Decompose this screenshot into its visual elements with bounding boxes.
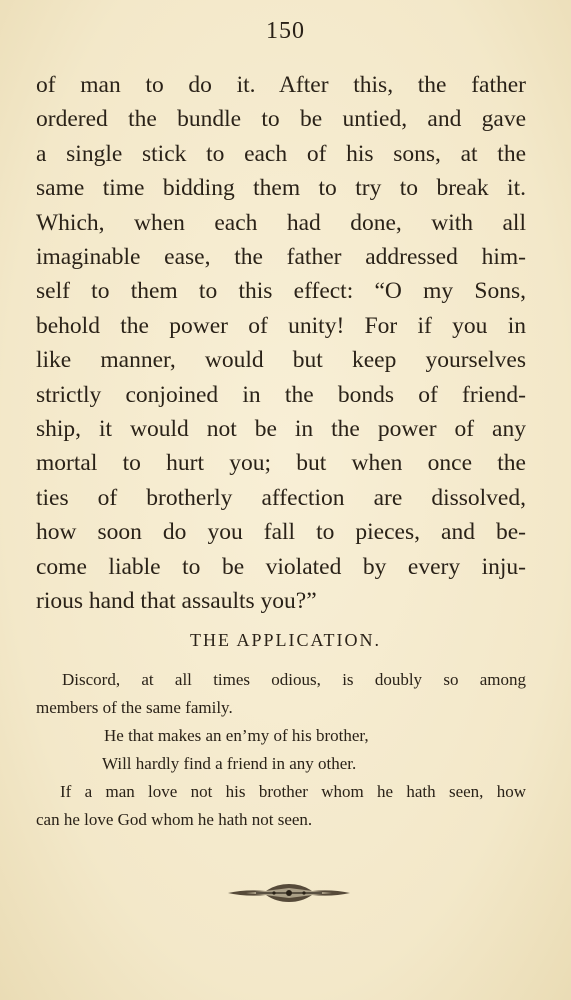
application-heading: THE APPLICATION. — [189, 630, 381, 650]
text-line: same time bidding them to try to break it. — [36, 175, 526, 202]
text-line: strictly conjoined in the bonds of friend- — [36, 381, 526, 408]
fable-body-text — [36, 68, 526, 619]
text-line: ordered the bundle to be untied, and gave — [36, 106, 526, 133]
text-line: like manner, would but keep yourselves — [36, 347, 526, 374]
text-line: come liable to be violated by every inju- — [36, 553, 526, 580]
application-line: members of the same family. — [36, 698, 233, 717]
text-line: how soon do you fall to pieces, and be- — [36, 519, 526, 546]
application-line: Discord, at all times odious, is doubly so among — [62, 670, 526, 689]
page-number: 150 — [266, 18, 305, 44]
text-line: rious hand that assaults you?” — [36, 588, 317, 615]
application-line: If a man love not his brother whom he hath seen, how — [60, 782, 526, 801]
text-line: imaginable ease, the father addressed him- — [36, 244, 526, 271]
text-line: ties of brotherly affection are dissolved, — [36, 484, 526, 511]
text-line: a single stick to each of his sons, at the — [36, 140, 526, 167]
text-line: behold the power of unity! For if you in — [36, 312, 526, 339]
decorative-tailpiece-icon — [226, 878, 352, 908]
couplet-line: He that makes an en’my of his brother, — [104, 726, 369, 745]
couplet-line: Will hardly find a friend in any other. — [102, 754, 357, 773]
text-line: ship, it would not be in the power of any — [36, 416, 526, 443]
application-line: can he love God whom he hath not seen. — [36, 810, 313, 829]
application-text — [36, 666, 526, 834]
text-line: Which, when each had done, with all — [36, 209, 526, 236]
text-line: mortal to hurt you; but when once the — [36, 450, 526, 477]
text-line: self to them to this effect: “O my Sons, — [36, 278, 526, 305]
text-line: of man to do it. After this, the father — [36, 72, 526, 98]
